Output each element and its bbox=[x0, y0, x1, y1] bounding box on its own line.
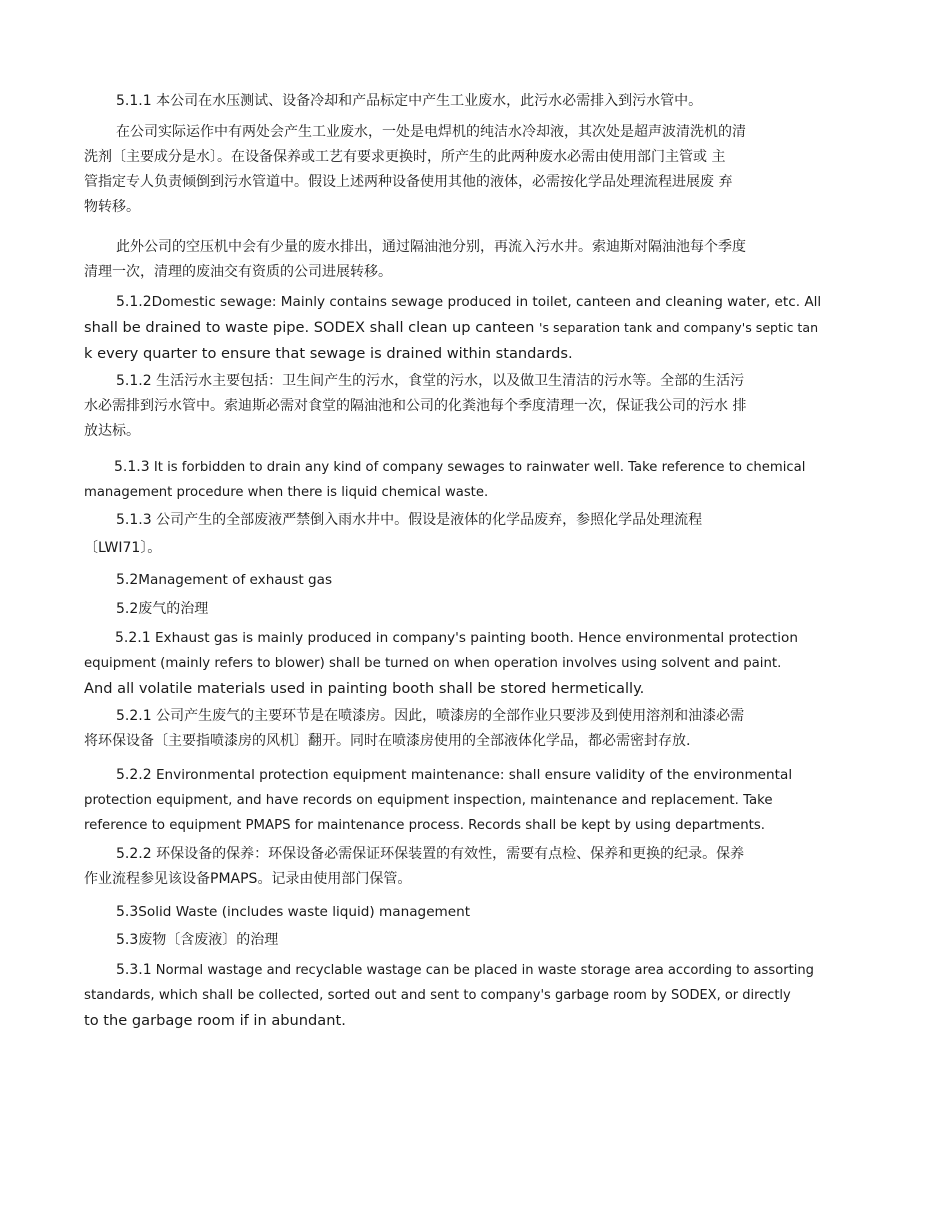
heading-5-2-cn bbox=[84, 597, 864, 622]
text-line bbox=[84, 900, 864, 925]
text-run: 本公司在水压测试、设备冷却和产品标定中产生工业废水，此污水必需排入到污水管中。 bbox=[151, 93, 703, 109]
paragraph-5-2-2-cn bbox=[84, 842, 864, 892]
text-line: 水必需排到污水管中。索迪斯必需对食堂的隔油池和公司的化粪池每个季度清理一次，保证我公司的污水 排 bbox=[84, 398, 747, 414]
text-line: equipment (mainly refers to blower) shall be turned on when operation involves using solvent and paint. bbox=[84, 656, 782, 671]
text-line bbox=[84, 763, 864, 788]
text-run: Environmental protection equipment maintenance: shall ensure validity of the environmental bbox=[151, 767, 793, 783]
text-line: to the garbage room if in abundant. bbox=[84, 1012, 346, 1029]
paragraph-5-1-3-en bbox=[84, 455, 864, 505]
text-run: 废物〔含废液〕的治理 bbox=[138, 932, 279, 948]
section-number: 5.3 bbox=[116, 904, 139, 920]
section-number: 5.2.1 bbox=[115, 630, 151, 646]
text-run: 's separation tank and company's septic tan bbox=[538, 320, 819, 335]
text-line bbox=[84, 597, 864, 622]
paragraph-5-3-1-en bbox=[84, 958, 864, 1033]
section-number: 5.1.3 bbox=[114, 459, 150, 475]
section-number: 5.1.1 bbox=[116, 93, 152, 109]
text-line: 洗剂〔主要成分是水〕。在设备保养或工艺有要求更换时，所产生的此两种废水必需由使用部门主管或 主 bbox=[84, 149, 726, 165]
heading-5-3-cn bbox=[84, 928, 864, 953]
section-number: 5.2.2 bbox=[116, 846, 152, 862]
text-line bbox=[84, 369, 864, 394]
text-run: 〔 bbox=[84, 540, 98, 556]
text-run: 公司产生的全部废液严禁倒入雨水井中。假设是液体的化学品废弃，参照化学品处理流程 bbox=[151, 512, 703, 528]
section-number: 5.3 bbox=[116, 932, 139, 948]
text-run: Exhaust gas is mainly produced in company's painting booth. Hence environmental protection bbox=[150, 630, 798, 646]
text-line: 放达标。 bbox=[84, 423, 140, 439]
text-line bbox=[84, 315, 864, 341]
text-run: 公司产生废气的主要环节是在喷漆房。因此，喷漆房的全部作业只要涉及到使用溶剂和油漆必需 bbox=[151, 708, 745, 724]
text-run: Management of exhaust gas bbox=[138, 572, 333, 588]
section-number: 5.2 bbox=[116, 572, 139, 588]
text-run: It is forbidden to drain any kind of company sewages to rainwater well. Take reference to chemical bbox=[149, 460, 806, 475]
text-line bbox=[84, 958, 864, 983]
section-number: 5.1.2 bbox=[116, 294, 152, 310]
text-run: 废气的治理 bbox=[138, 601, 209, 617]
text-line bbox=[84, 626, 864, 651]
text-run: 作业流程参见该设备 bbox=[84, 871, 210, 887]
procedure-code: LWI71 bbox=[98, 540, 141, 556]
text-line: 在公司实际运作中有两处会产生工业废水，一处是电焊机的纯洁水冷却液，其次处是超声波清洗机的清 bbox=[116, 124, 746, 140]
text-line: And all volatile materials used in painting booth shall be stored hermetically. bbox=[84, 680, 645, 697]
text-line bbox=[84, 928, 864, 953]
text-run: Domestic sewage: Mainly contains sewage produced in toilet, canteen and cleaning water, etc. All bbox=[151, 294, 822, 310]
text-line bbox=[84, 568, 864, 593]
section-number: 5.3.1 bbox=[116, 962, 152, 978]
text-line: 物转移。 bbox=[84, 199, 140, 215]
paragraph-5-2-1-en bbox=[84, 626, 864, 701]
section-number: 5.2 bbox=[116, 601, 139, 617]
text-line bbox=[84, 867, 864, 892]
text-line bbox=[84, 89, 864, 114]
heading-5-2-en bbox=[84, 568, 864, 593]
paragraph-air-compressor-cn bbox=[84, 235, 864, 285]
paragraph-5-1-2-en bbox=[84, 290, 864, 366]
text-run: Solid Waste (includes waste liquid) management bbox=[138, 904, 471, 920]
paragraph-5-2-1-cn bbox=[84, 704, 864, 754]
section-number: 5.2.1 bbox=[116, 708, 152, 724]
text-run: 〕。 bbox=[140, 540, 162, 556]
section-number: 5.2.2 bbox=[116, 767, 152, 783]
text-run: shall be drained to waste pipe. SODEX shall clean up canteen bbox=[84, 319, 539, 336]
paragraph-5-1-2-cn bbox=[84, 369, 864, 444]
heading-5-3-en bbox=[84, 900, 864, 925]
text-run: standards, which shall be collected, sorted out and sent bbox=[84, 988, 464, 1003]
text-line: k every quarter to ensure that sewage is drained within standards. bbox=[84, 345, 573, 362]
text-line bbox=[84, 508, 864, 533]
text-line: 清理一次，清理的废油交有资质的公司进展转移。 bbox=[84, 264, 392, 280]
section-number: 5.1.2 bbox=[116, 373, 152, 389]
text-line bbox=[84, 842, 864, 867]
text-run: 环保设备的保养：环保设备必需保证环保装置的有效性，需要有点检、保养和更换的纪录。保养 bbox=[151, 846, 745, 862]
text-line: 将环保设备〔主要指喷漆房的风机〕翻开。同时在喷漆房使用的全部液体化学品，都必需密封存放. bbox=[84, 733, 691, 749]
text-run: to company's garbage room by SODEX, or directly bbox=[463, 988, 791, 1003]
text-line bbox=[84, 455, 864, 480]
paragraph-5-2-2-en bbox=[84, 763, 864, 838]
text-run: Normal wastage and recyclable wastage can be placed in waste storage area according to assorting bbox=[151, 963, 814, 978]
text-line bbox=[84, 983, 864, 1008]
paragraph-industrial-wastewater-cn bbox=[84, 120, 864, 220]
text-run: 生活污水主要包括：卫生间产生的污水，食堂的污水，以及做卫生清洁的污水等。全部的生活污 bbox=[151, 373, 745, 389]
text-line: reference to equipment PMAPS for maintenance process. Records shall be kept by using departments. bbox=[84, 818, 765, 833]
paragraph-5-1-3-cn bbox=[84, 508, 864, 561]
text-line bbox=[84, 536, 864, 561]
text-line: management procedure when there is liquid chemical waste. bbox=[84, 485, 489, 500]
text-line: 此外公司的空压机中会有少量的废水排出，通过隔油池分别，再流入污水井。索迪斯对隔油池每个季度 bbox=[116, 239, 746, 255]
text-line bbox=[84, 290, 864, 315]
pmaps-code: PMAPS bbox=[210, 871, 258, 887]
paragraph-5-1-1-cn bbox=[84, 89, 864, 114]
text-line: protection equipment, and have records on equipment inspection, maintenance and replacement. Take bbox=[84, 793, 773, 808]
text-line: 管指定专人负责倾倒到污水管道中。假设上述两种设备使用其他的液体，必需按化学品处理流程进展废 弃 bbox=[84, 174, 733, 190]
text-line bbox=[84, 704, 864, 729]
section-number: 5.1.3 bbox=[116, 512, 152, 528]
text-run: 。记录由使用部门保管。 bbox=[257, 871, 412, 887]
